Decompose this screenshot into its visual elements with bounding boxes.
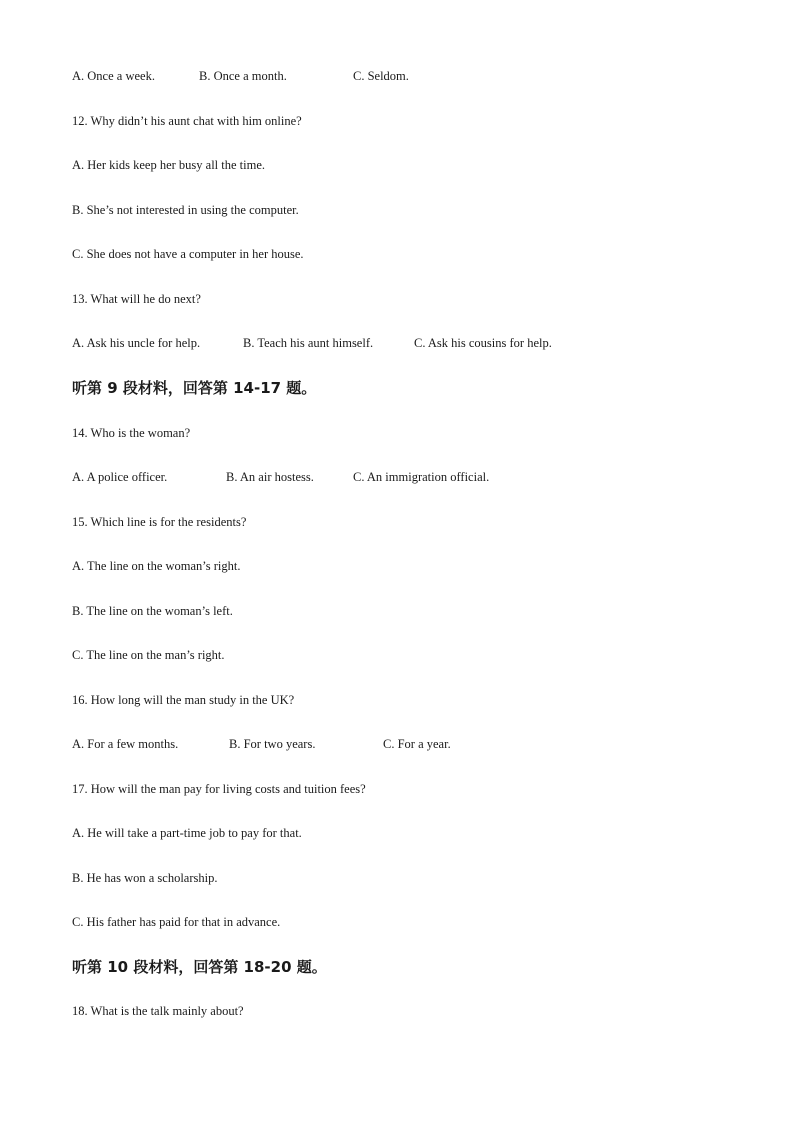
- q18-question: 18. What is the talk mainly about?: [72, 1004, 244, 1018]
- q13-option-c: C. Ask his cousins for help.: [414, 336, 552, 350]
- q11-option-a: A. Once a week.: [72, 69, 155, 83]
- q17-option-c: C. His father has paid for that in advance.: [72, 915, 281, 929]
- q14-question: 14. Who is the woman?: [72, 426, 191, 440]
- q15-option-a: A. The line on the woman’s right.: [72, 559, 241, 573]
- section-9-heading: 听第 9 段材料，回答第 14-17 题。: [72, 379, 317, 397]
- q16-question: 16. How long will the man study in the UK?: [72, 693, 295, 707]
- q16-option-a: A. For a few months.: [72, 737, 179, 751]
- q14-option-c: C. An immigration official.: [353, 470, 490, 484]
- q12-option-b: B. She’s not interested in using the computer.: [72, 203, 299, 217]
- q11-option-c: C. Seldom.: [353, 69, 409, 83]
- q15-option-c: C. The line on the man’s right.: [72, 648, 225, 662]
- q17-question: 17. How will the man pay for living costs and tuition fees?: [72, 782, 366, 796]
- q17-option-a: A. He will take a part-time job to pay for that.: [72, 826, 302, 840]
- q12-question: 12. Why didn’t his aunt chat with him online?: [72, 114, 302, 128]
- q13-option-a: A. Ask his uncle for help.: [72, 336, 201, 350]
- q14-option-a: A. A police officer.: [72, 470, 168, 484]
- q11-option-b: B. Once a month.: [199, 69, 287, 83]
- q12-option-a: A. Her kids keep her busy all the time.: [72, 158, 266, 172]
- q13-option-b: B. Teach his aunt himself.: [243, 336, 374, 350]
- q16-option-c: C. For a year.: [383, 737, 451, 751]
- q13-question: 13. What will he do next?: [72, 292, 201, 306]
- q16-option-b: B. For two years.: [229, 737, 316, 751]
- q17-option-b: B. He has won a scholarship.: [72, 871, 218, 885]
- section-10-heading: 听第 10 段材料，回答第 18-20 题。: [72, 958, 327, 976]
- q14-option-b: B. An air hostess.: [226, 470, 314, 484]
- q15-option-b: B. The line on the woman’s left.: [72, 604, 233, 618]
- q12-option-c: C. She does not have a computer in her house.: [72, 247, 304, 261]
- q15-question: 15. Which line is for the residents?: [72, 515, 247, 529]
